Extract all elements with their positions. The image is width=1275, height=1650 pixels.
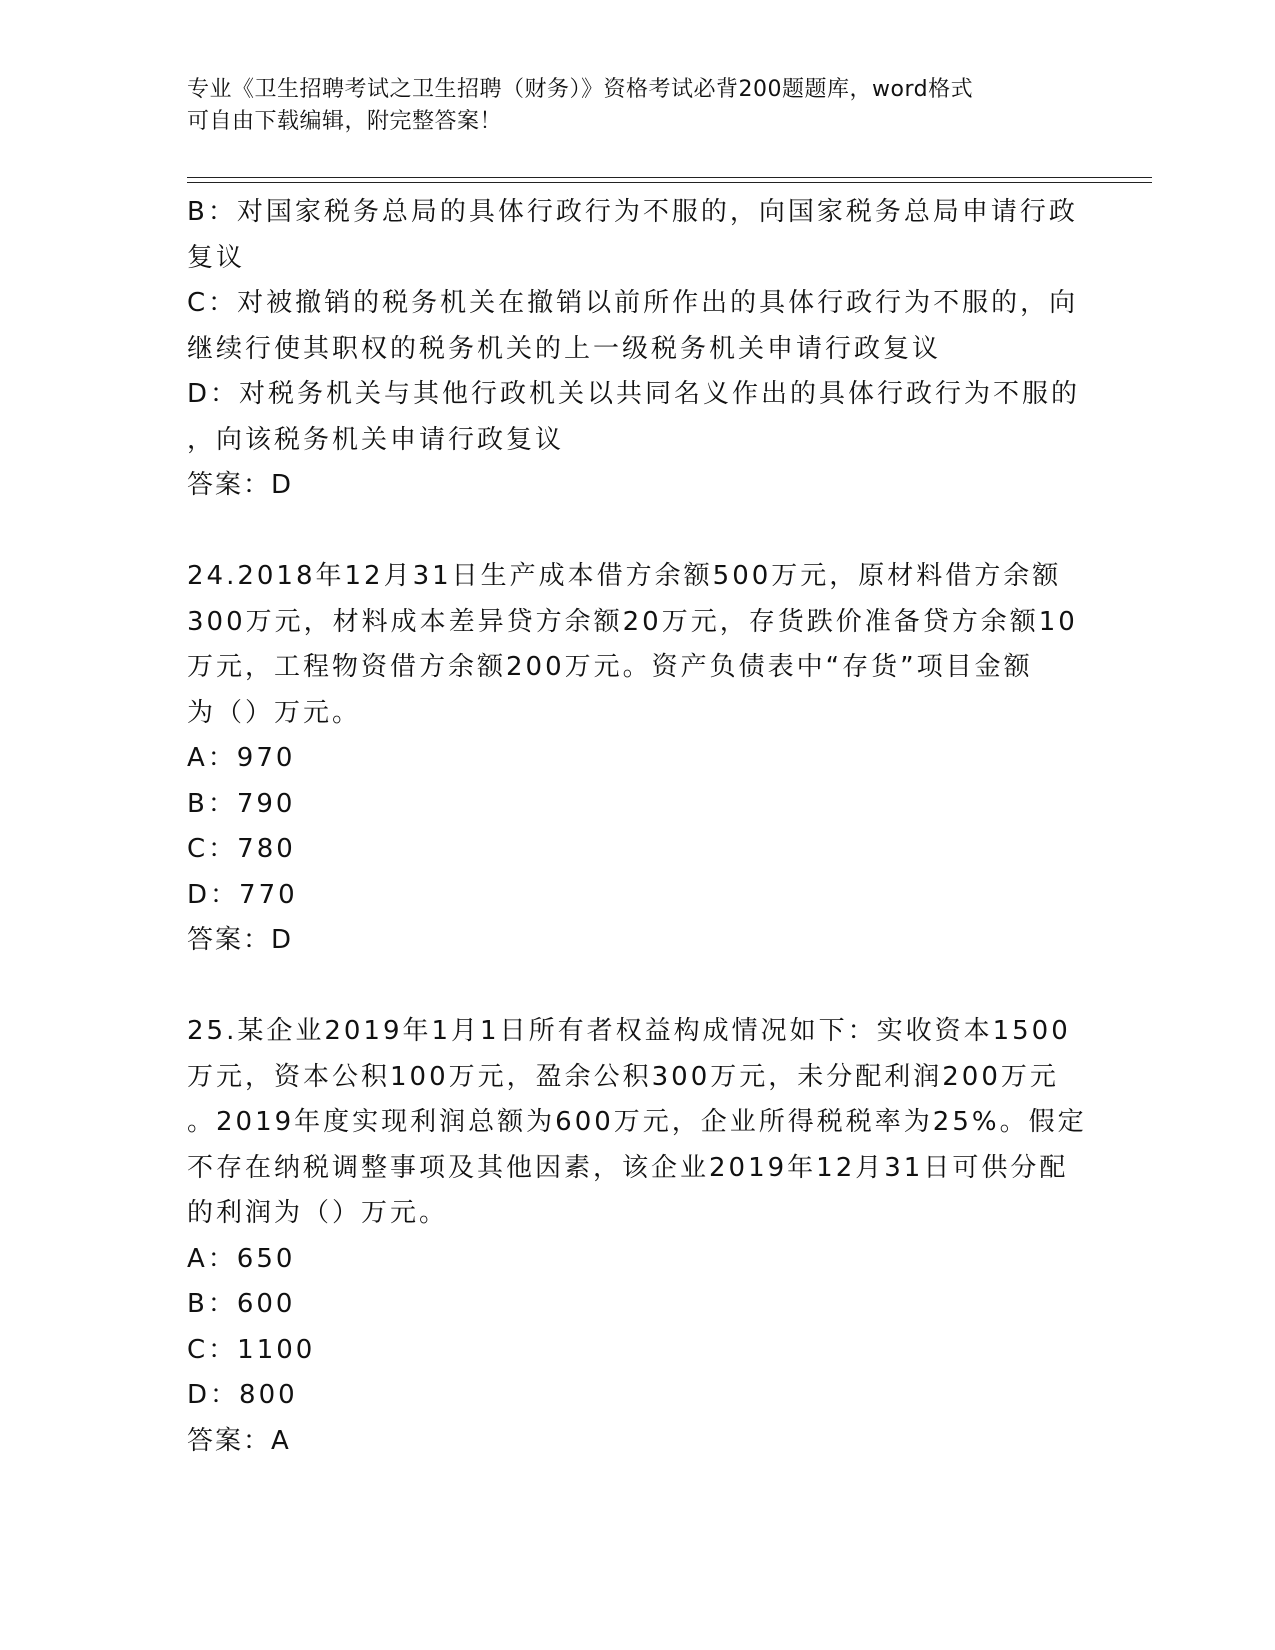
q25-stem-line-2: 万元，资本公积100万元，盈余公积300万元，未分配利润200万元	[187, 1061, 1059, 1092]
question-23-block	[187, 190, 1087, 509]
q25-option-a: A：650	[187, 1243, 296, 1274]
q24-stem-line-3: 万元，工程物资借方余额200万元。资产负债表中“存货”项目金额	[187, 652, 1033, 682]
q23-option-b-line-2: 复议	[187, 242, 246, 273]
q25-stem-line-3: 。2019年度实现利润总额为600万元，企业所得税税率为25%。假定	[187, 1107, 1087, 1137]
header-title-line-1: 专业《卫生招聘考试之卫生招聘（财务）》资格考试必背200题题库，word格式	[187, 77, 974, 102]
q23-option-d-line-1: D：对税务机关与其他行政机关以共同名义作出的具体行政行为不服的	[187, 379, 1081, 409]
q24-option-b: B：790	[187, 788, 296, 819]
q25-answer: 答案：A	[187, 1425, 291, 1456]
q23-option-c-line-2: 继续行使其职权的税务机关的上一级税务机关申请行政复议	[187, 333, 942, 364]
q23-option-b-line-1: B：对国家税务总局的具体行政行为不服的，向国家税务总局申请行政	[187, 197, 1078, 227]
q25-option-c: C：1100	[187, 1334, 316, 1365]
question-24-block	[187, 554, 1087, 964]
q24-option-d: D：770	[187, 879, 298, 910]
q24-stem-line-2: 300万元，材料成本差异贷方余额20万元，存货跌价准备贷方余额10	[187, 606, 1078, 637]
spacer	[187, 509, 1087, 555]
q24-option-a: A：970	[187, 743, 296, 773]
spacer	[187, 964, 1087, 1010]
q24-option-c: C：780	[187, 834, 296, 864]
document-header	[187, 74, 1067, 138]
q24-stem-line-1: 24.2018年12月31日生产成本借方余额500万元，原材料借方余额	[187, 561, 1062, 591]
question-25-block	[187, 1009, 1087, 1464]
header-divider-top	[187, 177, 1152, 178]
q24-stem-line-4: 为（）万元。	[187, 697, 362, 728]
header-divider-bottom	[187, 182, 1152, 183]
q25-option-b: B：600	[187, 1289, 296, 1319]
q23-answer: 答案：D	[187, 470, 294, 500]
question-content	[187, 190, 1087, 1464]
q24-answer: 答案：D	[187, 925, 294, 955]
q25-stem-line-4: 不存在纳税调整事项及其他因素，该企业2019年12月31日可供分配	[187, 1152, 1069, 1183]
q25-option-d: D：800	[187, 1380, 298, 1410]
header-title-line-2: 可自由下载编辑，附完整答案！	[187, 109, 503, 134]
q23-option-d-line-2: ，向该税务机关申请行政复议	[187, 424, 565, 455]
q25-stem-line-5: 的利润为（）万元。	[187, 1198, 449, 1228]
q23-option-c-line-1: C：对被撤销的税务机关在撤销以前所作出的具体行政行为不服的，向	[187, 288, 1079, 318]
q25-stem-line-1: 25.某企业2019年1月1日所有者权益构成情况如下：实收资本1500	[187, 1016, 1071, 1046]
